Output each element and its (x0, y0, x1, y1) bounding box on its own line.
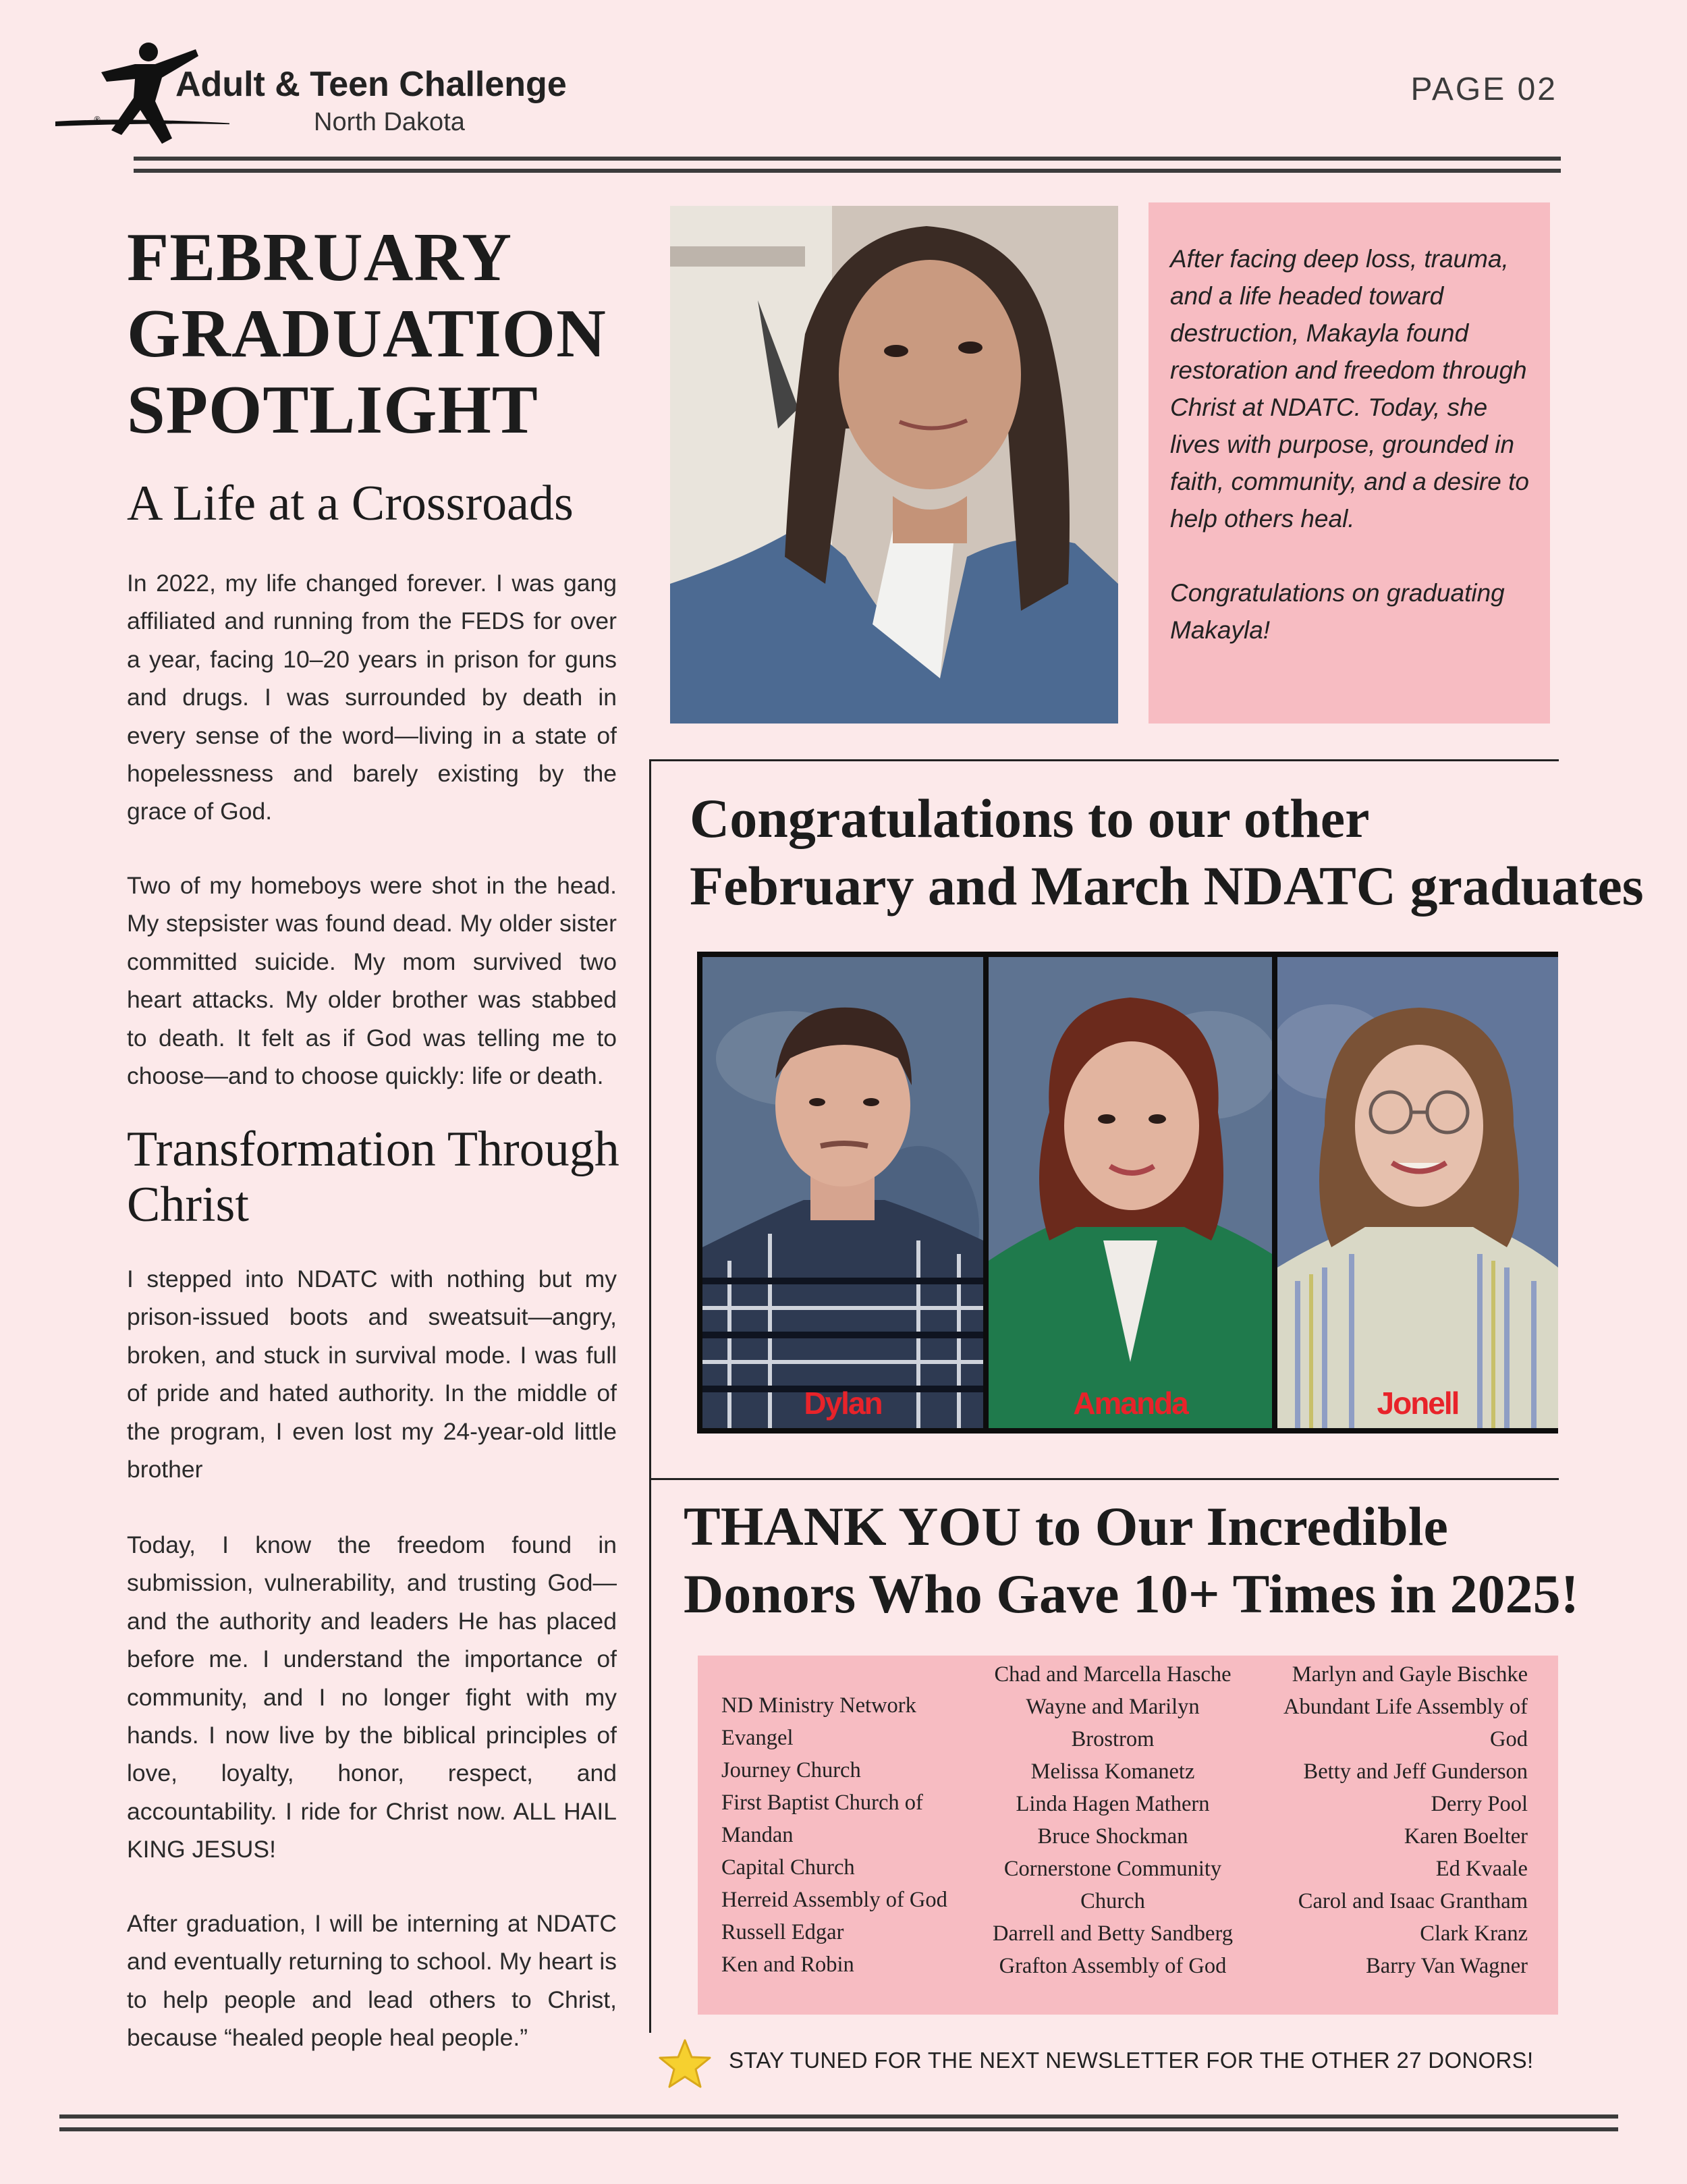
donor-name: Abundant Life Assembly of (1283, 1695, 1528, 1719)
footer-rule-bottom (59, 2127, 1618, 2131)
story-paragraph: In 2022, my life changed forever. I was gang affiliated and running from the FEDS for over a year, facing 10–20 years in prison for guns and drugs. I was surrounded by death in every sense of the word—living in a state of hopelessness and barely existing by the grace of God. (127, 570, 617, 825)
subhead-crossroads: A Life at a Crossroads (127, 476, 574, 531)
graduate-callout-box (1149, 202, 1550, 724)
donor-name: Karen Boelter (1404, 1824, 1528, 1849)
donor-name: Darrell and Betty Sandberg (993, 1921, 1233, 1946)
donor-name: Wayne and Marilyn (1026, 1695, 1200, 1719)
headline-line: FEBRUARY (127, 219, 513, 296)
heading-line: Congratulations to our other (690, 788, 1370, 849)
footer-rule-top (59, 2114, 1618, 2119)
graduate-name: Dylan (804, 1386, 882, 1421)
section-rule (649, 759, 1559, 761)
svg-text:®: ® (93, 115, 101, 124)
donor-column-1 (721, 1689, 964, 1981)
donor-name: Marlyn and Gayle Bischke (1292, 1662, 1528, 1687)
graduates-photo-strip (697, 952, 1558, 1434)
heading-line: THANK YOU to Our Incredible (684, 1496, 1448, 1557)
org-logo (54, 37, 567, 152)
story-paragraph: Today, I know the freedom found in submission, vulnerability, and trusting God—and the authority and leaders He has placed before me. I understand the importance of community, and I no longer fight with my hands. I now live by the biblical principles of love, loyalty, honor, respect, and accountability. I ride for Christ now. ALL HAIL KING JESUS! (127, 1531, 617, 1863)
donor-name: ND Ministry Network (721, 1693, 916, 1718)
graduate-photo-dylan (702, 957, 983, 1428)
donor-column-3 (1271, 1658, 1528, 1982)
story-paragraph: Two of my homeboys were shot in the head. My stepsister was found dead. My older sister committed suicide. My mom survived two heart attacks. My older brother was stabbed to death. It felt as if God was telling me to choose—and to choose quickly: life or death. (127, 872, 617, 1090)
header-rule-bottom (134, 169, 1561, 173)
donor-name: Brostrom (1071, 1727, 1155, 1751)
donor-name: Bruce Shockman (1037, 1824, 1188, 1849)
donor-name: Journey Church (721, 1758, 861, 1782)
donor-name: Barry Van Wagner (1366, 1954, 1528, 1978)
story-paragraph: After graduation, I will be interning at NDATC and eventually returning to school. My heart is to help people and lead others to Christ, because “healed people heal people.” (127, 1910, 617, 2052)
org-name: Adult & Teen Challenge (175, 65, 567, 104)
header-rule-top (134, 157, 1561, 161)
headline-line: GRADUATION (127, 296, 607, 372)
donor-name: Derry Pool (1431, 1792, 1528, 1816)
star-icon (658, 2038, 712, 2090)
column-divider (649, 759, 651, 2033)
donor-name: Ken and Robin (721, 1953, 854, 1977)
donor-name: Russell Edgar (721, 1920, 844, 1944)
donor-name: Melissa Komanetz (1030, 1759, 1195, 1784)
donor-name: Clark Kranz (1420, 1921, 1528, 1946)
story-paragraph: I stepped into NDATC with nothing but my prison-issued boots and sweatsuit—angry, broken, and stuck in survival mode. I was full of pride and hated authority. In the middle of the program, I even lost my 24-year-old little brother (127, 1265, 617, 1483)
donor-name: God (1490, 1727, 1528, 1751)
donor-name: Betty and Jeff Gunderson (1303, 1759, 1528, 1784)
headline-line: SPOTLIGHT (127, 372, 538, 448)
donor-name: Church (1080, 1889, 1145, 1913)
donor-name: Cornerstone Community (1003, 1857, 1222, 1881)
donor-name: Mandan (721, 1823, 794, 1847)
graduate-name: Amanda (1073, 1386, 1188, 1421)
callout-text: After facing deep loss, trauma, and a life headed toward destruction, Makayla found restoration and freedom through Christ at NDATC. Today, she lives with purpose, grounded in faith, community, and a desire to help others heal. (1170, 245, 1529, 533)
page-number: PAGE 02 (1410, 72, 1557, 107)
graduate-name: Jonell (1377, 1386, 1459, 1421)
graduate-photo-amanda (989, 957, 1272, 1428)
donor-name: Evangel (721, 1726, 794, 1750)
donors-box (698, 1656, 1558, 2015)
donors-footer-note: STAY TUNED FOR THE NEXT NEWSLETTER FOR THE OTHER 27 DONORS! (729, 2048, 1534, 2073)
donors-heading (684, 1493, 1579, 1628)
callout-congrats: Congratulations on graduating Makayla! (1170, 579, 1505, 644)
donor-name: Grafton Assembly of God (999, 1954, 1227, 1978)
donor-name: Capital Church (721, 1855, 855, 1880)
subhead-line: Transformation Through (127, 1122, 619, 1177)
donor-name: Herreid Assembly of God (721, 1888, 947, 1912)
graduates-heading (690, 785, 1644, 920)
subhead-transformation (127, 1122, 640, 1232)
donor-name: First Baptist Church of (721, 1791, 923, 1815)
subhead-line: Christ (127, 1177, 249, 1232)
donor-name: Carol and Isaac Grantham (1298, 1889, 1528, 1913)
donor-name: Ed Kvaale (1435, 1857, 1528, 1881)
donor-name: Linda Hagen Mathern (1016, 1792, 1210, 1816)
graduate-photo-jonell (1277, 957, 1558, 1428)
donor-name: Chad and Marcella Hasche (994, 1662, 1232, 1687)
heading-line: February and March NDATC graduates (690, 855, 1644, 917)
donor-column-2 (971, 1658, 1254, 1982)
section-rule (649, 1478, 1559, 1480)
spotlight-headline (127, 219, 667, 448)
org-region: North Dakota (314, 108, 465, 136)
graduate-portrait-photo (670, 206, 1118, 724)
heading-line: Donors Who Gave 10+ Times in 2025! (684, 1563, 1579, 1625)
